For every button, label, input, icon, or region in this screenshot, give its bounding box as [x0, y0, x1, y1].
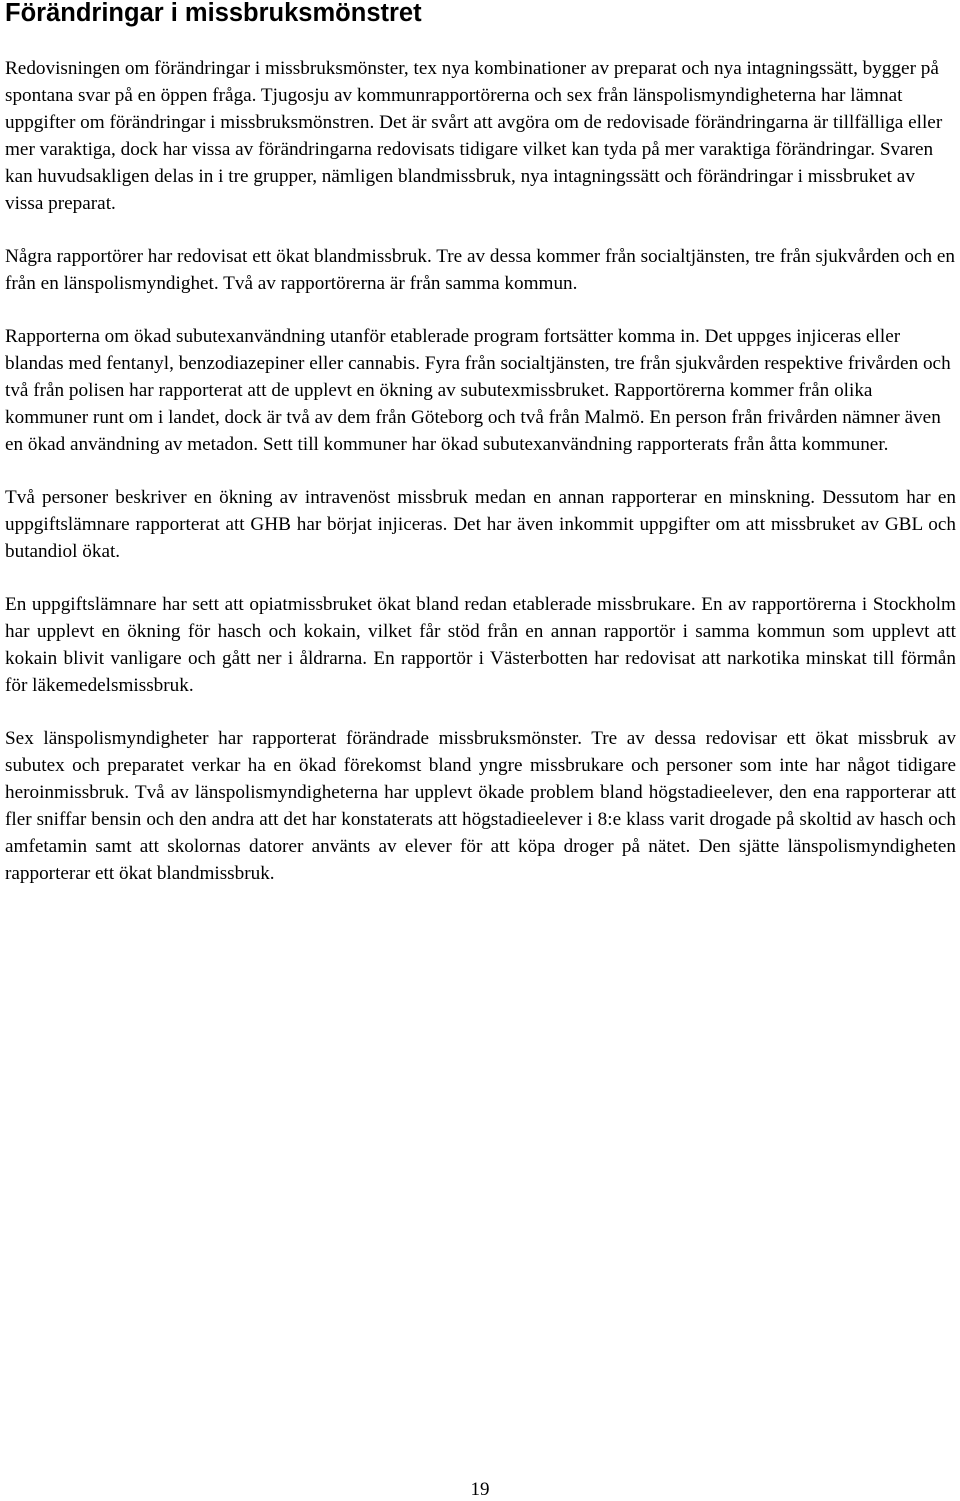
paragraph-subutex: Rapporterna om ökad subutexanvändning utanför etablerade program fortsätter komma in. Det uppges injiceras eller blandas med fentanyl, benzodiazepiner eller cannabis. Fyra från socialtjänsten, tre från sjukvården respektive frivården och två från polisen har rapporterat att de upplevt en ökning av subutexmissbruket. Rapportörerna kommer från olika kommuner runt om i landet, dock är två av dem från Göteborg och två från Malmö. En person från frivården nämner även en ökad användning av metadon. Sett till kommuner har ökad subutexanvändning rapporterats från åtta kommuner.	[5, 326, 951, 455]
body-text	[5, 55, 956, 887]
paragraph-intro: Redovisningen om förändringar i missbruksmönster, tex nya kombinationer av preparat och nya intagningssätt, bygger på spontana svar på en öppen fråga. Tjugosju av kommunrapportörerna och sex från länspolismyndigheterna har lämnat uppgifter om förändringar i missbruksmönstren. Det är svårt att avgöra om de redovisade förändringarna är tillfälliga eller mer varaktiga, dock har vissa av förändringarna redovisats tidigare vilket kan tyda på mer varaktiga förändringar. Svaren kan huvudsakligen delas in i tre grupper, nämligen blandmissbruk, nya intagningssätt och förändringar i missbruket av vissa preparat.	[5, 58, 943, 214]
paragraph-intravenost: Två personer beskriver en ökning av intravenöst missbruk medan en annan rapporterar en minskning. Dessutom har en uppgiftslämnare rapporterat att GHB har börjat injiceras. Det har även inkommit uppgifter om att missbruket av GBL och butandiol ökat.	[5, 487, 956, 562]
paragraph-lanspolis: Sex länspolismyndigheter har rapporterat förändrade missbruksmönster. Tre av dessa redovisar ett ökat missbruk av subutex och preparatet verkar ha en ökad förekomst bland yngre missbrukare och personer som inte har något tidigare heroinmissbruk. Två av länspolismyndigheterna har upplevt ökade problem bland högstadieelever, den ena rapporterar att fler sniffar bensin och den andra att det har konstaterats att högstadieelever i 8:e klass varit drogade på skoltid av hasch och amfetamin samt att skolornas datorer använts av elever för att köpa droger på nätet. Den sjätte länspolismyndigheten rapporterar ett ökat blandmissbruk.	[5, 728, 956, 884]
paragraph-opiat: En uppgiftslämnare har sett att opiatmissbruket ökat bland redan etablerade missbrukare. En av rapportörerna i Stockholm har upplevt en ökning för hasch och kokain, vilket får stöd från en annan rapportör i samma kommun som upplevt att kokain blivit vanligare och gått ner i åldrarna. En rapportör i Västerbotten har redovisat att narkotika minskat till förmån för läkemedelsmissbruk.	[5, 594, 956, 696]
paragraph-blandmissbruk: Några rapportörer har redovisat ett ökat blandmissbruk. Tre av dessa kommer från socialtjänsten, tre från sjukvården och en från en länspolismyndighet. Två av rapportörerna är från samma kommun.	[5, 246, 956, 294]
page-number: 19	[470, 1479, 490, 1500]
section-heading: Förändringar i missbruksmönstret	[5, 0, 422, 27]
document-page	[5, 0, 956, 913]
